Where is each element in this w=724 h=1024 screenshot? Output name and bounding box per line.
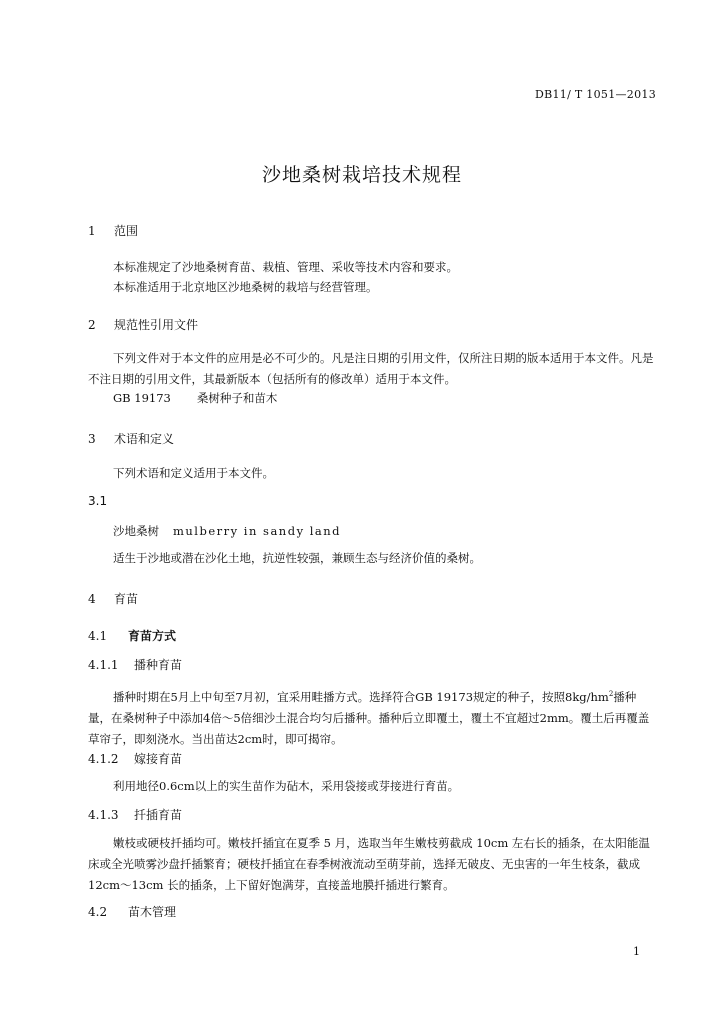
section-3-heading: [88, 430, 174, 447]
reference-code: GB 19173: [113, 391, 171, 405]
section-3-paragraph: 下列术语和定义适用于本文件。: [113, 466, 274, 480]
section-1-paragraph-1: 本标准规定了沙地桑树育苗、栽植、管理、采收等技术内容和要求。: [113, 260, 458, 274]
subsection-title: 育苗方式: [128, 629, 177, 643]
subsection-title: 扦插育苗: [134, 808, 183, 822]
term-entry: [113, 523, 341, 539]
paragraph-text: 播种时期在5月上中旬至7月初，宜采用畦播方式。选择符合GB 19173规定的种子，按照8kg/hm: [113, 689, 609, 704]
section-number: 1: [88, 224, 96, 238]
subsection-number: 4.1.1: [88, 658, 119, 672]
section-title: 育苗: [114, 592, 139, 606]
subsection-4-1-3-heading: [88, 806, 182, 823]
document-title: 沙地桑树栽培技术规程: [261, 164, 462, 186]
reference-title: 桑树种子和苗木: [196, 391, 278, 405]
section-number: 2: [88, 318, 96, 332]
subsection-4-1-1-paragraph: [88, 684, 655, 750]
subsection-4-1-1-heading: [88, 656, 182, 673]
section-2-paragraph: 下列文件对于本文件的应用是必不可少的。凡是注日期的引用文件，仅所注日期的版本适用于本文件。凡是不注日期的引用文件，其最新版本（包括所有的修改单）适用于本文件。: [88, 351, 654, 386]
section-4-heading: [88, 590, 138, 607]
subsection-number: 4.1.3: [88, 808, 119, 822]
section-number: 3: [88, 432, 96, 446]
subsection-number: 4.1.2: [88, 752, 119, 766]
section-number: 4: [88, 592, 96, 606]
subsection-number: 4.2: [88, 905, 108, 919]
subsection-number: 3.1: [88, 494, 108, 508]
page-number: 1: [633, 945, 640, 958]
section-1-heading: [88, 222, 138, 239]
subsection-title: 播种育苗: [134, 658, 183, 672]
term-definition: 适生于沙地或潜在沙化土地，抗逆性较强，兼顾生态与经济价值的桑树。: [113, 551, 481, 565]
section-title: 范围: [114, 224, 139, 238]
superscript: 2: [608, 690, 614, 698]
section-2-heading: [88, 316, 198, 333]
subsection-3-1-number: [88, 494, 107, 508]
section-title: 术语和定义: [114, 432, 175, 446]
term-chinese: 沙地桑树: [113, 524, 159, 538]
subsection-number: 4.1: [88, 629, 108, 643]
subsection-4-1-heading: [88, 627, 176, 644]
subsection-4-2-heading: [88, 903, 176, 920]
term-english: mulberry in sandy land: [173, 524, 342, 538]
subsection-4-1-3-paragraph: 嫩枝或硬枝扦插均可。嫩枝扦插宜在夏季 5 月，选取当年生嫩枝剪截成 10cm 左右长的插条，在太阳能温床或全光喷雾沙盘扦插繁育；硬枝扦插宜在春季树液流动至萌芽前，选择无破皮、无虫害的一年生枝条，截成 12cm～13cm 长的插条，上下留好饱满芽，直接盖地膜扦插进行繁育。: [88, 836, 650, 892]
subsection-title: 苗木管理: [128, 905, 177, 919]
section-title: 规范性引用文件: [114, 318, 199, 332]
normative-reference: [113, 390, 277, 406]
subsection-4-1-2-heading: [88, 750, 182, 767]
paragraph-text-continued: 播种量，在桑树种子中添加4倍～5倍细沙土混合均匀后播种。播种后立即覆土，覆土不宜超过2mm。覆土后再覆盖草帘子，即刻浇水。当出苗达2cm时，即可揭帘。: [88, 689, 650, 746]
section-1-paragraph-2: 本标准适用于北京地区沙地桑树的栽培与经营管理。: [113, 280, 378, 294]
standard-code-header: DB11/ T 1051—2013: [534, 88, 656, 101]
subsection-4-1-2-paragraph: 利用地径0.6cm以上的实生苗作为砧木，采用袋接或芽接进行育苗。: [113, 779, 460, 793]
subsection-title: 嫁接育苗: [134, 752, 183, 766]
